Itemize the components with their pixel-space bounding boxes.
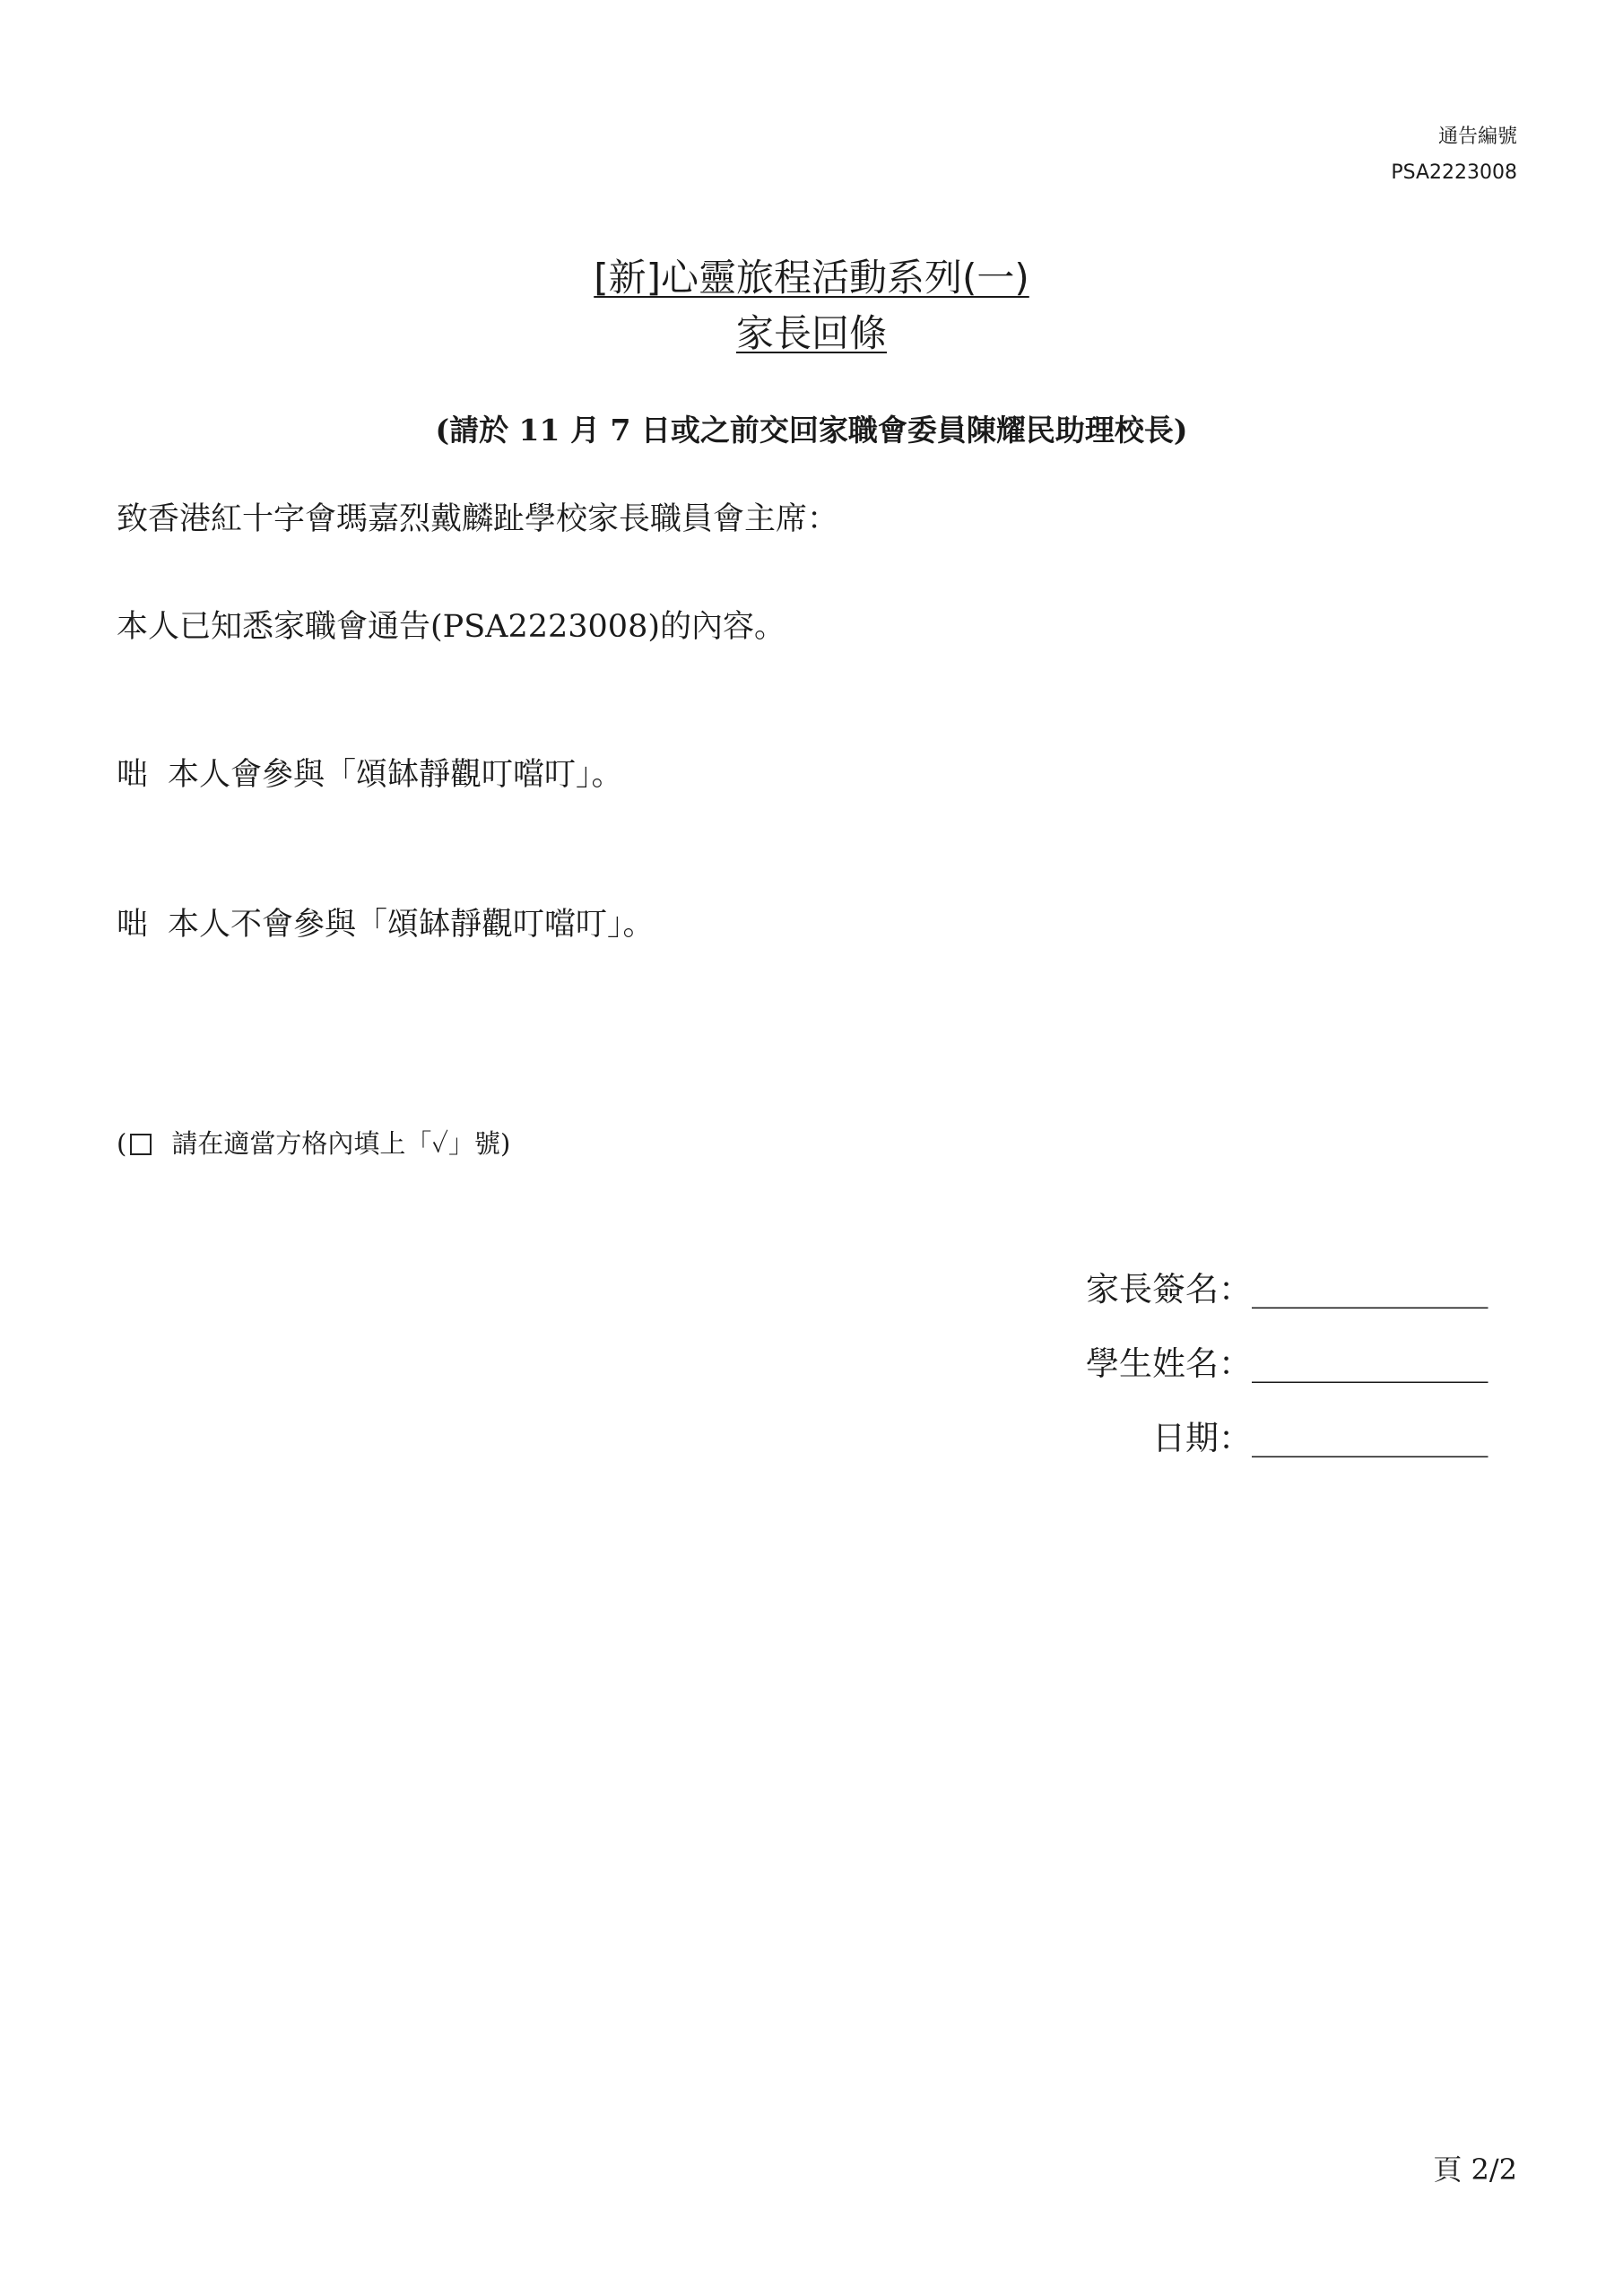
title-line-2: 家長回條	[735, 311, 887, 355]
salutation: 致香港紅十字會瑪嘉烈戴麟趾學校家長職員會主席：	[117, 501, 839, 537]
student-name-label: 學生姓名：	[1086, 1344, 1252, 1383]
option-not-attend-label: 本人不會參與「頌缽靜觀叮噹叮」。	[168, 907, 655, 943]
title-line-1: [新]心靈旅程活動系列(一)	[594, 256, 1029, 300]
option-attend[interactable]	[117, 756, 623, 794]
acknowledgement: 本人已知悉家職會通告(PSA2223008)的內容。	[117, 609, 785, 645]
note-open-paren: (	[117, 1128, 127, 1159]
parent-signature-field[interactable]: _______________	[1252, 1270, 1488, 1309]
return-deadline: (請於 11 月 7 日或之前交回家職會委員陳耀民助理校長)	[435, 413, 1188, 448]
student-name-row	[710, 1344, 1517, 1384]
note-text: 請在適當方格內填上「✓」號)	[171, 1128, 511, 1159]
date-label: 日期：	[1152, 1419, 1252, 1457]
page-title	[0, 256, 1623, 300]
checkbox-attend[interactable]: 咄	[117, 757, 149, 793]
option-attend-label: 本人會參與「頌缽靜觀叮噹叮」。	[168, 757, 623, 793]
option-not-attend[interactable]	[117, 906, 655, 944]
checkbox-not-attend[interactable]: 咄	[117, 907, 149, 943]
date-field[interactable]: _______________	[1252, 1419, 1488, 1457]
date-row	[710, 1419, 1517, 1458]
student-name-field[interactable]: _______________	[1252, 1344, 1488, 1383]
parent-signature-row	[710, 1270, 1517, 1309]
page-number: 頁 2/2	[1433, 2152, 1517, 2187]
instruction-note	[117, 1128, 510, 1160]
parent-signature-label: 家長簽名：	[1086, 1270, 1252, 1309]
checkbox-sample-icon	[130, 1134, 152, 1155]
page-subtitle	[0, 311, 1623, 356]
notice-number: PSA2223008	[1391, 161, 1517, 184]
notice-number-label: 通告編號	[1437, 126, 1517, 148]
